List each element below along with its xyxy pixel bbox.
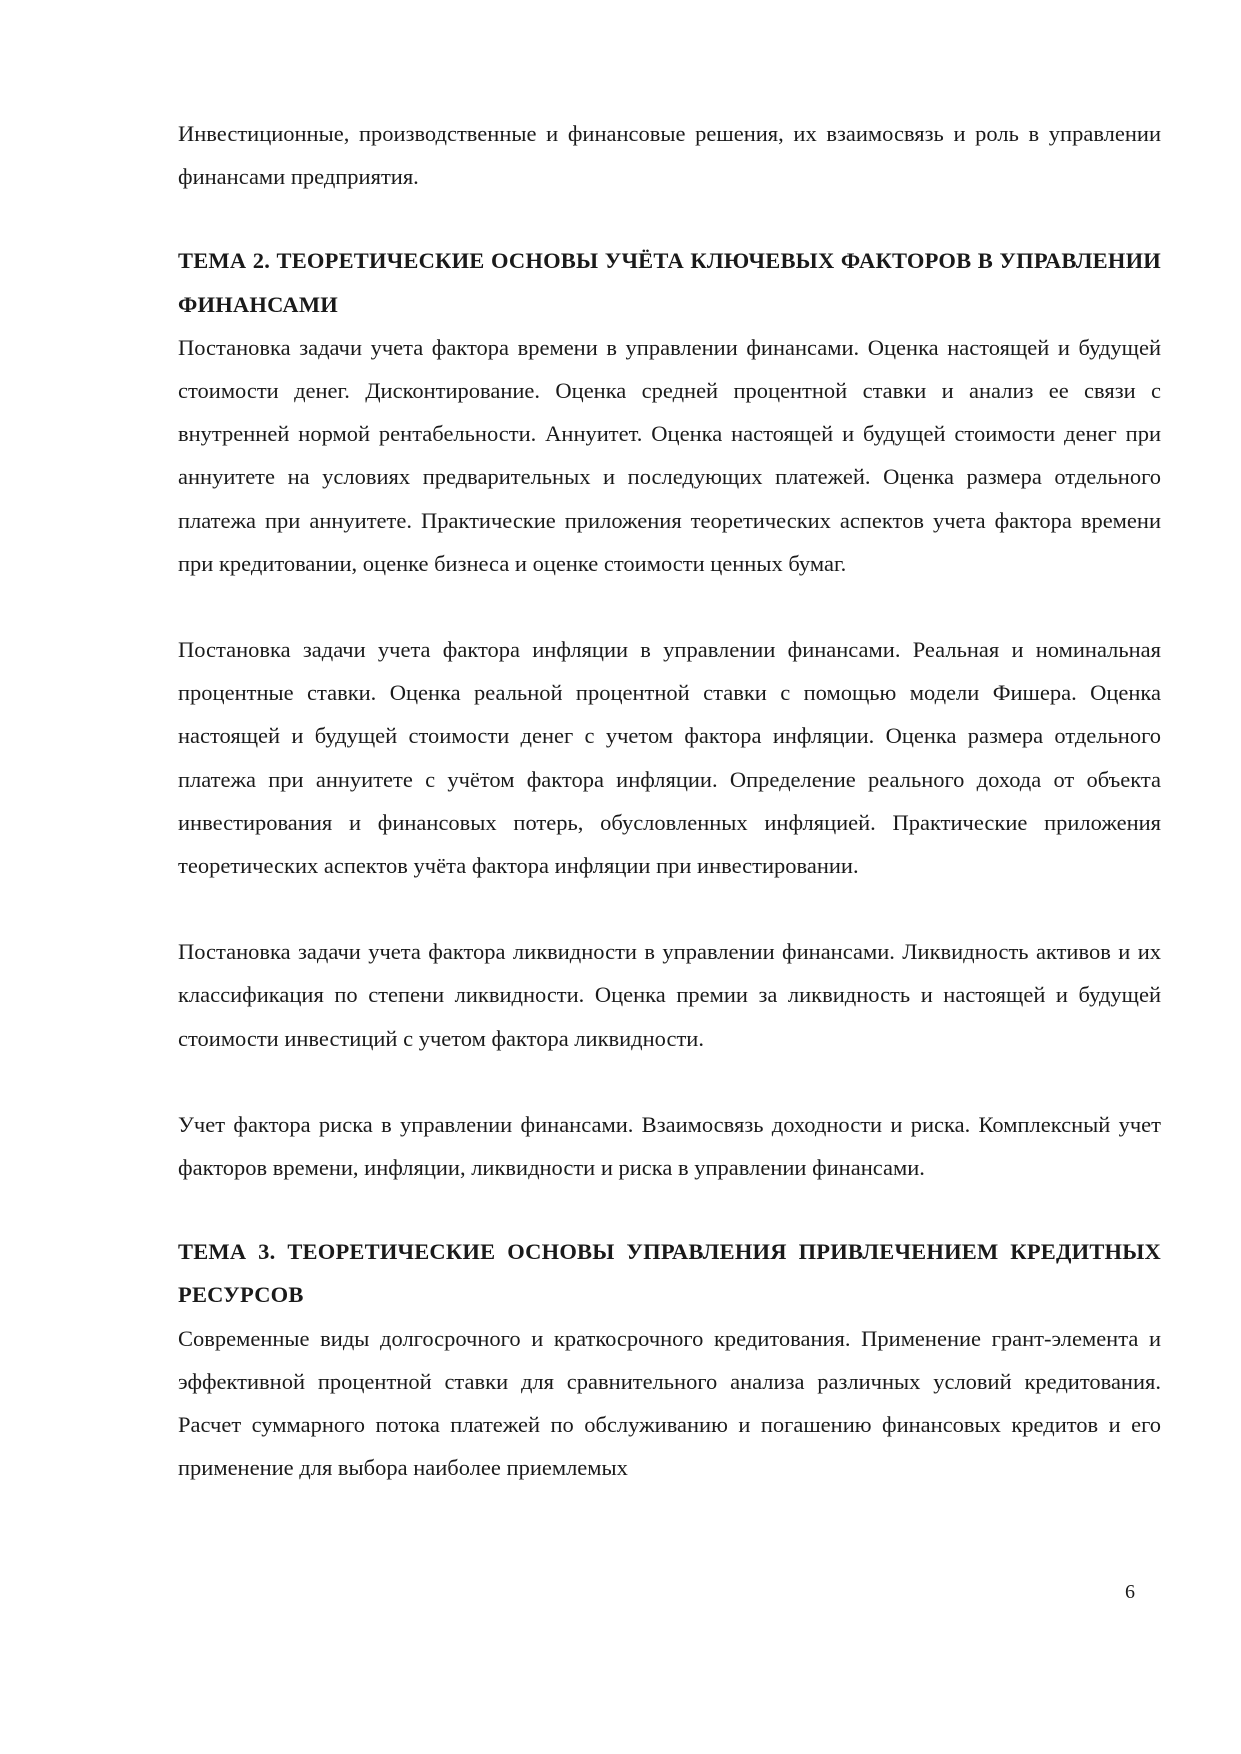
topic-2-paragraph-inflation: Постановка задачи учета фактора инфляции в управлении финансами. Реальная и номинальная процентные ставки. Оценка реальной процентной ставки с помощью модели Фишера. Оценка настоящей и будущей стоимости денег с учетом фактора инфляции. Оценка размера отдельного платежа при аннуитете с учётом фактора инфляции. Определение реального дохода от объекта инвестирования и финансовых потерь, обусловленных инфляцией. Практические приложения теоретических аспектов учёта фактора инфляции при инвестировании. [178,637,1161,879]
topic-3-heading: ТЕМА 3. ТЕОРЕТИЧЕСКИЕ ОСНОВЫ УПРАВЛЕНИЯ ПРИВЛЕЧЕНИЕМ КРЕДИТНЫХ РЕСУРСОВ [178,1239,1161,1308]
topic-2-paragraph-risk: Учет фактора риска в управлении финансами. Взаимосвязь доходности и риска. Комплексный учет факторов времени, инфляции, ликвидности и риска в управлении финансами. [178,1111,1161,1181]
topic-2-paragraph-liquidity: Постановка задачи учета фактора ликвидности в управлении финансами. Ликвидность активов и их классификация по степени ликвидности. Оценка премии за ликвидность и настоящей и будущей стоимости инвестиций с учетом фактора ликвидности. [178,939,1161,1051]
page-content [178,112,1161,1489]
page-number: 6 [1125,1581,1135,1603]
intro-paragraph: Инвестиционные, производственные и финансовые решения, их взаимосвязь и роль в управлении финансами предприятия. [178,121,1161,190]
topic-2-paragraph-time: Постановка задачи учета фактора времени в управлении финансами. Оценка настоящей и будущей стоимости денег. Дисконтирование. Оценка средней процентной ставки и анализ ее связи с внутренней нормой рентабельности. Аннуитет. Оценка настоящей и будущей стоимости денег при аннуитете на условиях предварительных и последующих платежей. Оценка размера отдельного платежа при аннуитете. Практические приложения теоретических аспектов учета фактора времени при кредитовании, оценке бизнеса и оценке стоимости ценных бумаг. [178,334,1161,576]
topic-3-paragraph-credit: Современные виды долгосрочного и краткосрочного кредитования. Применение грант-элемента и эффективной процентной ставки для сравнительного анализа различных условий кредитования. Расчет суммарного потока платежей по обслуживанию и погашению финансовых кредитов и его применение для выбора наиболее приемлемых [178,1325,1161,1481]
topic-2-heading: ТЕМА 2. ТЕОРЕТИЧЕСКИЕ ОСНОВЫ УЧЁТА КЛЮЧЕВЫХ ФАКТОРОВ В УПРАВЛЕНИИ ФИНАНСАМИ [178,248,1161,317]
